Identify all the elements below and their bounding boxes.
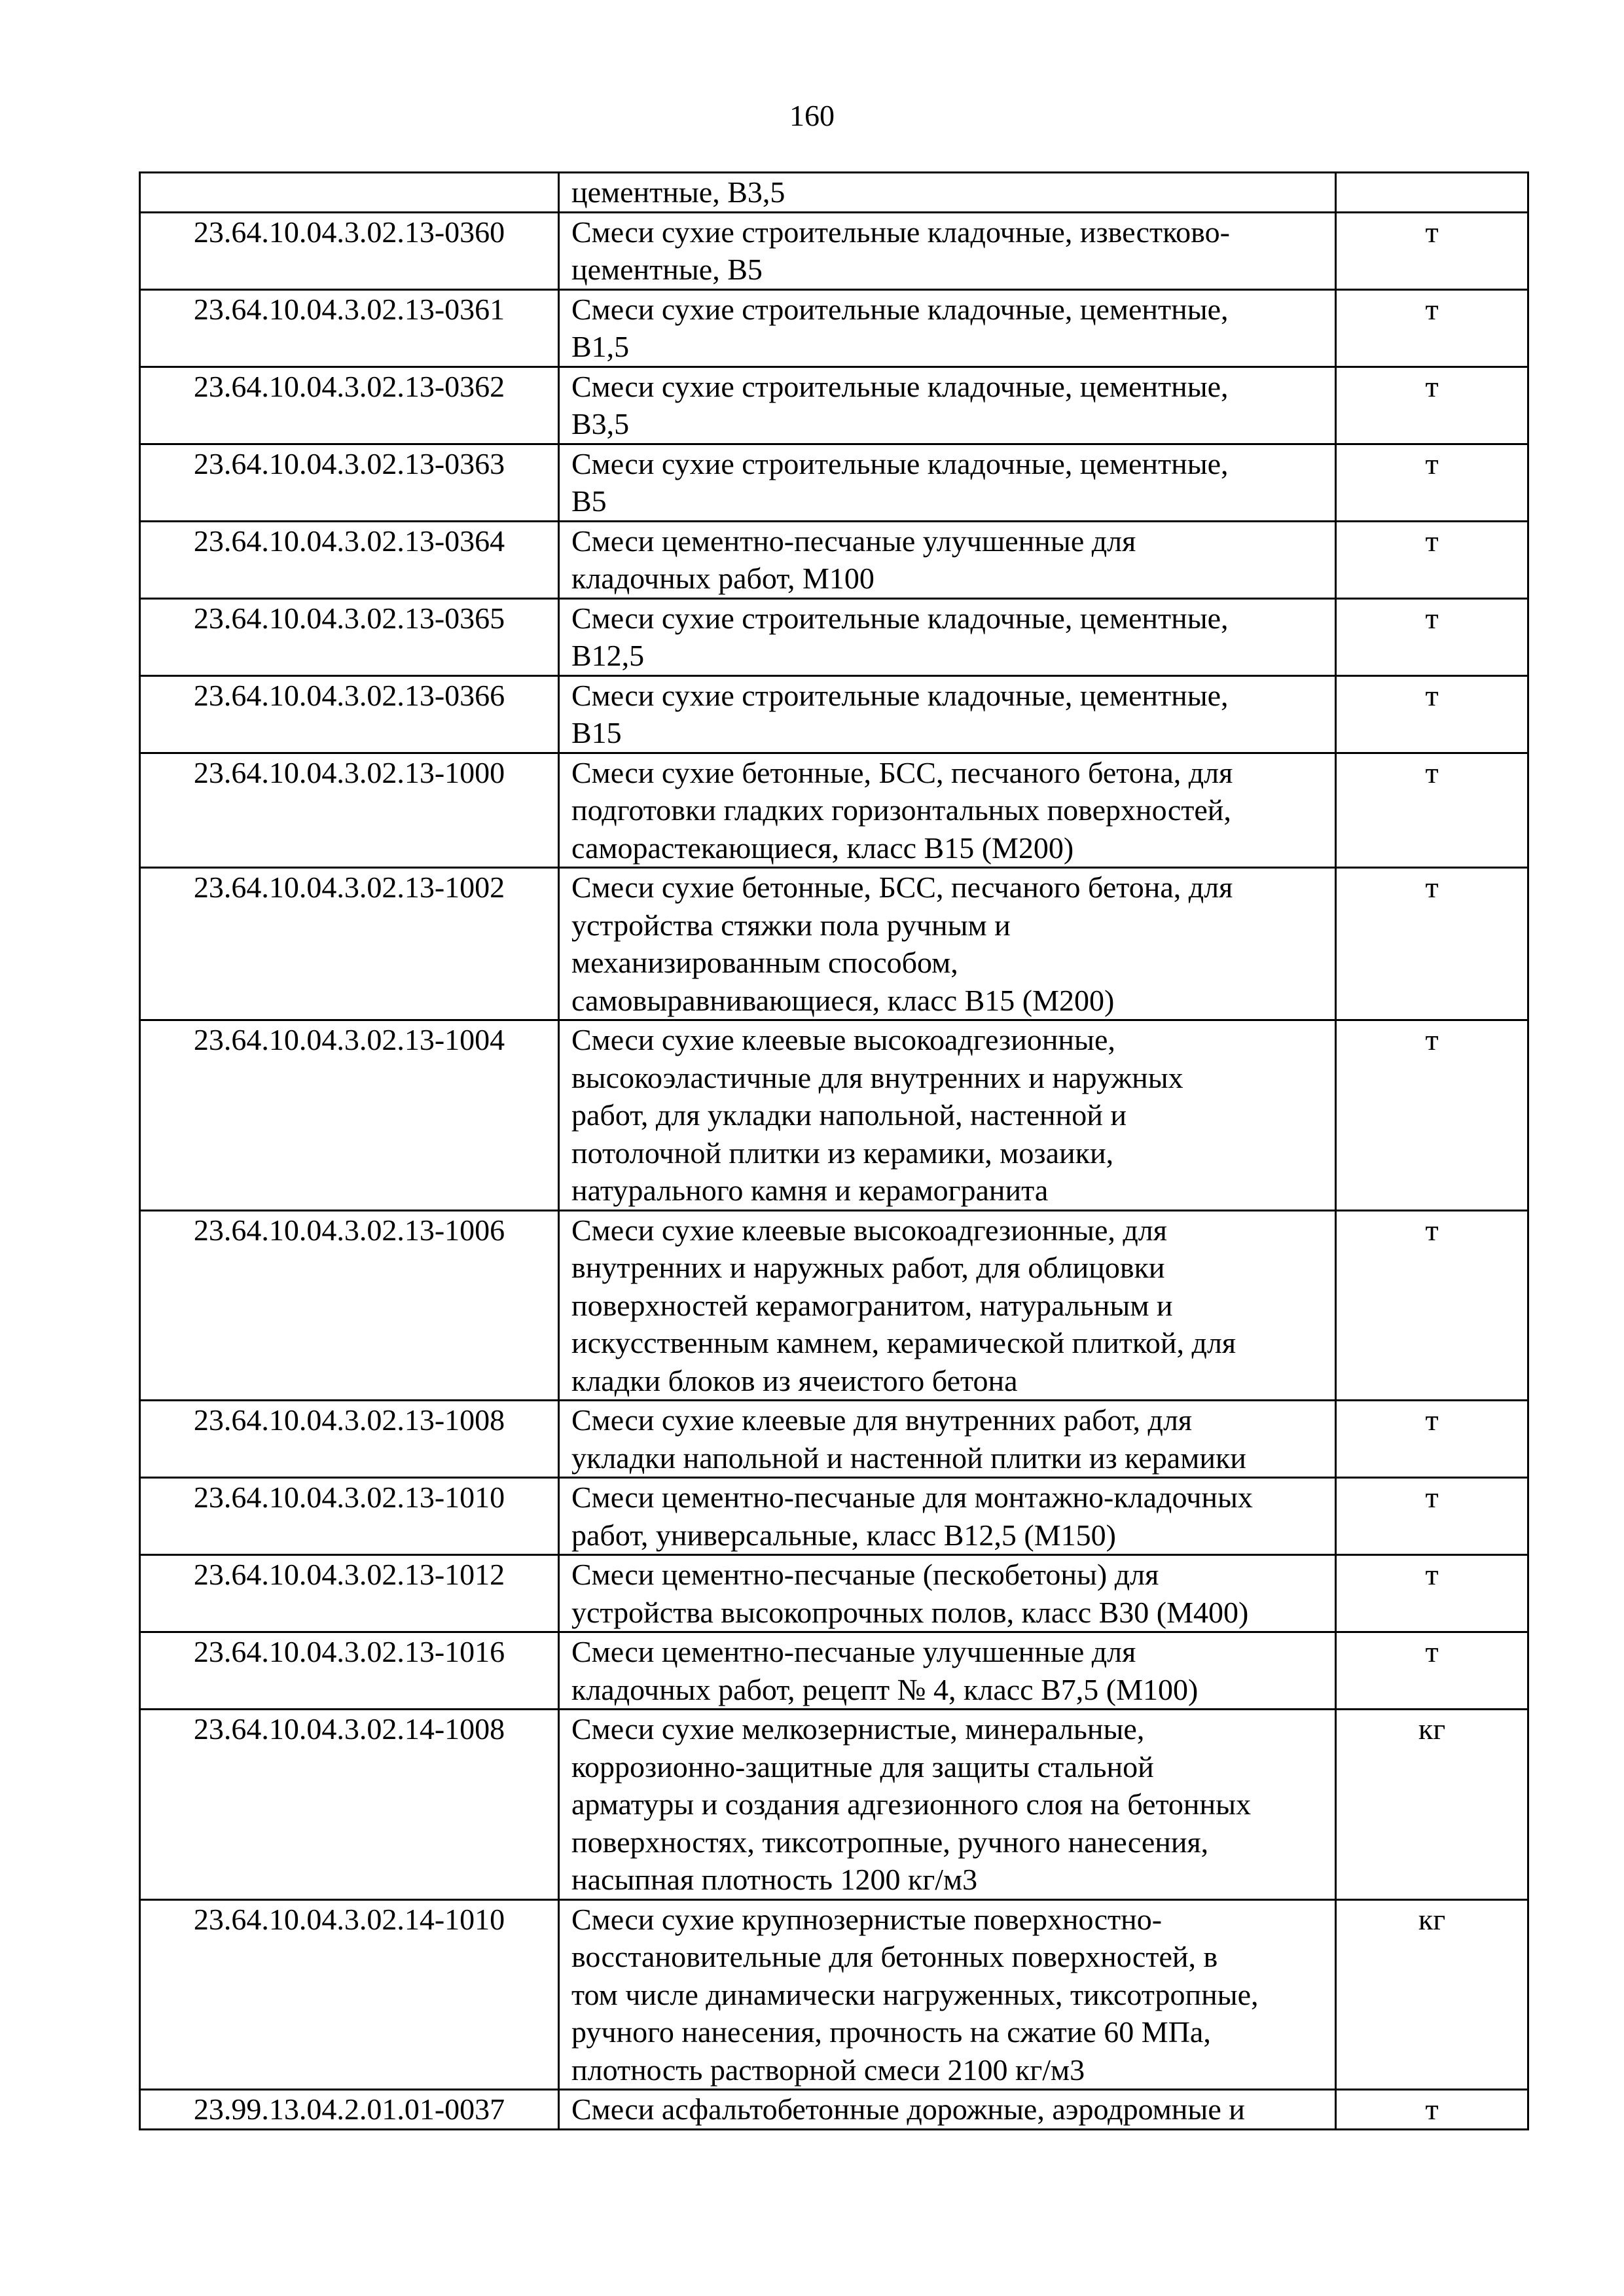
resource-name-line: Смеси сухие клеевые для внутренних работ, для	[571, 1403, 1193, 1437]
resource-name-line: Смеси сухие строительные кладочные, известково-	[571, 215, 1230, 249]
resource-code-cell: 23.64.10.04.3.02.13-0363	[140, 444, 559, 521]
resource-name-line: Смеси сухие строительные кладочные, цементные,	[571, 678, 1229, 712]
resource-name-line: ручного нанесения, прочность на сжатие 60 МПа,	[571, 2015, 1211, 2049]
resource-code-cell: 23.64.10.04.3.02.14-1008	[140, 1710, 559, 1900]
resource-name-line: устройства стяжки пола ручным и	[571, 908, 1011, 942]
resource-name-line: кладочных работ, рецепт № 4, класс В7,5 (М100)	[571, 1672, 1199, 1706]
unit-cell: т	[1336, 868, 1528, 1020]
table-row	[140, 1899, 1528, 2090]
unit-cell: т	[1336, 367, 1528, 444]
unit-cell: кг	[1336, 1899, 1528, 2090]
resource-name-line: укладки напольной и настенной плитки из керамики	[571, 1441, 1246, 1475]
resource-code-cell: 23.64.10.04.3.02.13-1004	[140, 1020, 559, 1211]
resource-name-line: потолочной плитки из керамики, мозаики,	[571, 1136, 1114, 1170]
resource-name-cell	[559, 2090, 1336, 2130]
resource-name-line: цементные, В5	[571, 253, 763, 286]
unit-cell: т	[1336, 1478, 1528, 1555]
table-row	[140, 1401, 1528, 1478]
resource-name-line: том числе динамически нагруженных, тиксотропные,	[571, 1977, 1259, 2011]
materials-table	[139, 171, 1529, 2130]
resource-code-cell: 23.64.10.04.3.02.13-0362	[140, 367, 559, 444]
table-row	[140, 2090, 1528, 2130]
resource-name-cell	[559, 444, 1336, 521]
resource-code-cell: 23.64.10.04.3.02.13-1016	[140, 1632, 559, 1710]
resource-name-line: высокоэластичные для внутренних и наружных	[571, 1060, 1183, 1094]
resource-name-cell	[559, 753, 1336, 868]
resource-name-line: Смеси сухие строительные кладочные, цементные,	[571, 369, 1229, 403]
resource-name-line: Смеси сухие бетонные, БСС, песчаного бетона, для	[571, 755, 1233, 789]
resource-name-cell	[559, 675, 1336, 753]
resource-name-cell	[559, 289, 1336, 367]
unit-cell: т	[1336, 1555, 1528, 1632]
resource-name-line: Смеси сухие крупнозернистые поверхностно-	[571, 1902, 1163, 1936]
unit-cell: т	[1336, 1210, 1528, 1401]
table-row	[140, 212, 1528, 289]
table-row	[140, 1020, 1528, 1211]
resource-name-cell	[559, 1020, 1336, 1211]
resource-name-line: Смеси сухие клеевые высокоадгезионные,	[571, 1023, 1115, 1056]
resource-code-cell: 23.64.10.04.3.02.13-1008	[140, 1401, 559, 1478]
resource-code-cell	[140, 173, 559, 213]
resource-name-line: восстановительные для бетонных поверхностей, в	[571, 1940, 1218, 1973]
resource-name-line: Смеси цементно-песчаные улучшенные для	[571, 1635, 1136, 1668]
unit-cell: т	[1336, 1020, 1528, 1211]
resource-name-line: кладки блоков из ячеистого бетона	[571, 1363, 1018, 1397]
page-number: 160	[789, 99, 835, 132]
unit-cell: т	[1336, 2090, 1528, 2130]
table-row	[140, 1710, 1528, 1900]
unit-cell: т	[1336, 212, 1528, 289]
unit-cell	[1336, 173, 1528, 213]
resource-name-line: саморастекающиеся, класс В15 (М200)	[571, 831, 1074, 865]
resource-name-line: плотность растворной смеси 2100 кг/м3	[571, 2053, 1085, 2087]
resource-code-cell: 23.64.10.04.3.02.14-1010	[140, 1899, 559, 2090]
resource-name-line: Смеси сухие строительные кладочные, цементные,	[571, 601, 1229, 635]
resource-name-cell	[559, 1632, 1336, 1710]
resource-name-cell	[559, 212, 1336, 289]
resource-name-line: механизированным способом,	[571, 946, 958, 979]
resource-name-cell	[559, 521, 1336, 598]
unit-cell: т	[1336, 675, 1528, 753]
resource-name-line: кладочных работ, М100	[571, 562, 875, 595]
unit-cell: т	[1336, 444, 1528, 521]
resource-name-cell	[559, 173, 1336, 213]
table-row	[140, 173, 1528, 213]
resource-name-line: В3,5	[571, 407, 630, 440]
resource-name-line: искусственным камнем, керамической плиткой, для	[571, 1326, 1236, 1359]
table-row	[140, 289, 1528, 367]
unit-cell: т	[1336, 289, 1528, 367]
resource-name-line: Смеси сухие мелкозернистые, минеральные,	[571, 1712, 1145, 1746]
resource-name-line: В12,5	[571, 639, 645, 672]
resource-name-line: внутренних и наружных работ, для облицовки	[571, 1251, 1165, 1284]
unit-cell: т	[1336, 521, 1528, 598]
table-row	[140, 753, 1528, 868]
unit-cell: т	[1336, 753, 1528, 868]
resource-name-cell	[559, 1210, 1336, 1401]
resource-name-cell	[559, 1710, 1336, 1900]
resource-name-line: работ, для укладки напольной, настенной и	[571, 1098, 1127, 1132]
resource-code-cell: 23.64.10.04.3.02.13-1006	[140, 1210, 559, 1401]
resource-name-line: Смеси сухие строительные кладочные, цементные,	[571, 292, 1229, 326]
resource-name-cell	[559, 367, 1336, 444]
resource-code-cell: 23.64.10.04.3.02.13-0364	[140, 521, 559, 598]
table-row	[140, 1632, 1528, 1710]
resource-name-cell	[559, 1401, 1336, 1478]
resource-name-line: Смеси сухие строительные кладочные, цементные,	[571, 446, 1229, 480]
resource-code-cell: 23.64.10.04.3.02.13-0361	[140, 289, 559, 367]
resource-name-line: насыпная плотность 1200 кг/м3	[571, 1863, 978, 1896]
resource-name-line: работ, универсальные, класс В12,5 (М150)	[571, 1518, 1116, 1552]
resource-name-cell	[559, 598, 1336, 675]
table-row	[140, 675, 1528, 753]
table-row	[140, 1478, 1528, 1555]
table-row	[140, 1210, 1528, 1401]
unit-cell: кг	[1336, 1710, 1528, 1900]
resource-code-cell: 23.64.10.04.3.02.13-1000	[140, 753, 559, 868]
resource-name-line: самовыравнивающиеся, класс В15 (М200)	[571, 983, 1115, 1017]
resource-code-cell: 23.64.10.04.3.02.13-0360	[140, 212, 559, 289]
unit-cell: т	[1336, 598, 1528, 675]
resource-code-cell: 23.64.10.04.3.02.13-0365	[140, 598, 559, 675]
resource-name-line: Смеси цементно-песчаные (пескобетоны) для	[571, 1558, 1159, 1591]
resource-name-line: В1,5	[571, 330, 630, 363]
resource-name-line: арматуры и создания адгезионного слоя на бетонных	[571, 1787, 1252, 1821]
resource-name-line: В5	[571, 484, 607, 518]
table-row	[140, 868, 1528, 1020]
resource-name-cell	[559, 1555, 1336, 1632]
resource-name-line: В15	[571, 716, 622, 749]
materials-table-body	[140, 173, 1528, 2130]
resource-name-cell	[559, 868, 1336, 1020]
resource-code-cell: 23.64.10.04.3.02.13-1002	[140, 868, 559, 1020]
table-row	[140, 444, 1528, 521]
resource-name-line: поверхностях, тиксотропные, ручного нанесения,	[571, 1825, 1209, 1859]
resource-name-line: цементные, В3,5	[571, 175, 785, 209]
table-row	[140, 367, 1528, 444]
resource-name-line: Смеси сухие клеевые высокоадгезионные, для	[571, 1213, 1167, 1247]
resource-name-line: Смеси цементно-песчаные улучшенные для	[571, 524, 1136, 558]
resource-code-cell: 23.99.13.04.2.01.01-0037	[140, 2090, 559, 2130]
resource-name-line: Смеси сухие бетонные, БСС, песчаного бетона, для	[571, 870, 1233, 904]
resource-name-line: Смеси асфальтобетонные дорожные, аэродромные и	[571, 2092, 1245, 2126]
resource-name-line: коррозионно-защитные для защиты стальной	[571, 1749, 1154, 1784]
table-row	[140, 521, 1528, 598]
table-row	[140, 598, 1528, 675]
resource-code-cell: 23.64.10.04.3.02.13-0366	[140, 675, 559, 753]
resource-name-line: Смеси цементно-песчаные для монтажно-кладочных	[571, 1480, 1253, 1514]
resource-name-line: подготовки гладких горизонтальных поверхностей,	[571, 793, 1231, 827]
resource-name-cell	[559, 1478, 1336, 1555]
table-row	[140, 1555, 1528, 1632]
resource-code-cell: 23.64.10.04.3.02.13-1010	[140, 1478, 559, 1555]
resource-name-line: поверхностей керамогранитом, натуральным и	[571, 1288, 1173, 1322]
resource-name-line: натурального камня и керамогранита	[571, 1174, 1049, 1207]
unit-cell: т	[1336, 1632, 1528, 1710]
resource-name-line: устройства высокопрочных полов, класс В30 (М400)	[571, 1595, 1249, 1629]
resource-code-cell: 23.64.10.04.3.02.13-1012	[140, 1555, 559, 1632]
unit-cell: т	[1336, 1401, 1528, 1478]
resource-name-cell	[559, 1899, 1336, 2090]
